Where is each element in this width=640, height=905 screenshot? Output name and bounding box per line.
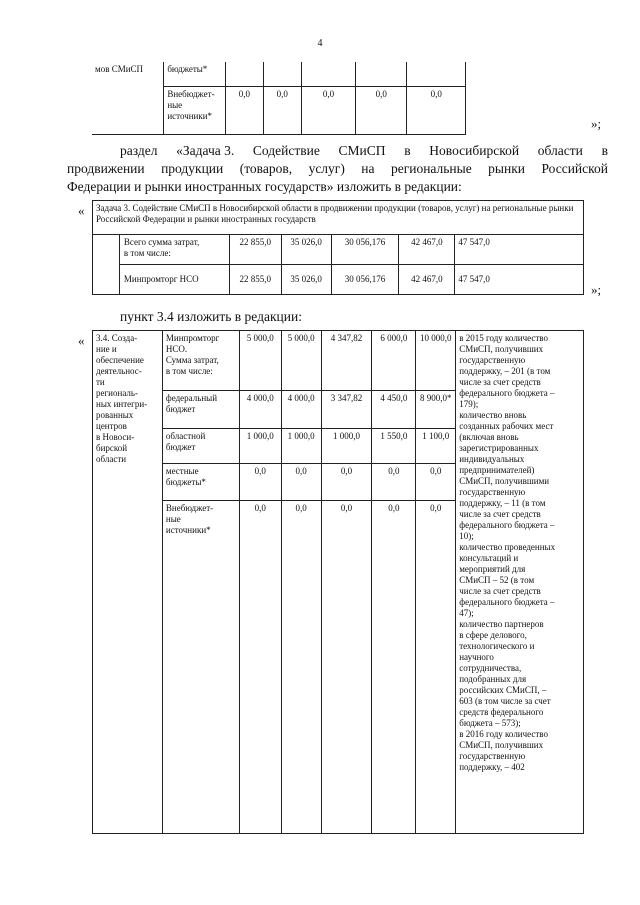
top-table-cell: 0,0: [356, 86, 407, 134]
close-quote: »;: [591, 282, 602, 297]
p34-label: местные бюджеты*: [162, 464, 239, 501]
p34-cell: 1 100,0: [416, 429, 456, 464]
top-table-cell: [263, 62, 301, 86]
task3-cell: 42 467,0: [399, 235, 455, 265]
task3-cell: 35 026,0: [281, 265, 331, 295]
point-paragraph: пункт 3.4 изложить в редакции:: [120, 309, 302, 324]
results-cell: в 2015 году количество СМиСП, получивших государственную поддержку, – 201 (в том числе за счет средств федерального бюджета – 179); количество вновь созданных рабочих мест (включая вновь зарегистрированных индивидуальных предпринимателей) СМиСП, получившими государственную поддержку, – 11 (в том числе за счет средств федерального бюджета – 10); количество проведенных консультаций и мероприятий для СМиСП – 52 (в том числе за счет средств федерального бюджета – 47); количество партнеров в сфере делового, технологического и научного сотрудничества, подобранных для российских СМиСП, – 603 (в том числе за счет средств федерального бюджета – 573); в 2016 году количество СМиСП, получивших государственную поддержку, – 402: [456, 331, 584, 834]
task3-cell: 47 547,0: [455, 265, 584, 295]
task3-header: Задача 3. Содействие СМиСП в Новосибирской области в продвижении продукции (товаров, услуг) на региональные рынки Российской Федерации и рынки иностранных государств: [93, 201, 584, 235]
p34-cell: 10 000,0: [416, 331, 456, 391]
task3-cell: 30 056,176: [331, 265, 399, 295]
section-paragraph-line2: продвижении продукции (товаров, услуг) на региональные рынки Российской: [67, 161, 608, 176]
p34-cell: 0,0: [281, 464, 321, 501]
top-table-cell: мов СМиСП: [92, 62, 164, 134]
p34-cell: 0,0: [416, 501, 456, 834]
top-table-cell: [225, 62, 263, 86]
word: «Задача 3.: [176, 143, 235, 158]
top-table-cell: [301, 62, 355, 86]
p34-cell: 0,0: [372, 464, 416, 501]
p34-cell: 0,0: [239, 464, 281, 501]
p34-cell: 4 000,0: [281, 391, 321, 429]
p34-cell: 5 000,0: [239, 331, 281, 391]
p34-cell: 0,0: [321, 501, 372, 834]
p34-label: федеральный бюджет: [162, 391, 239, 429]
task3-cell: 22 855,0: [229, 265, 281, 295]
task3-table: [92, 200, 584, 295]
top-table-cell: 0,0: [263, 86, 301, 134]
open-quote: «: [78, 333, 85, 348]
top-table: [92, 62, 466, 135]
p34-cell: 1 000,0: [321, 429, 372, 464]
task3-cell: 22 855,0: [229, 235, 281, 265]
task3-cell: [93, 235, 120, 295]
word: в: [404, 143, 411, 158]
p34-cell: 0,0: [239, 501, 281, 834]
task3-cell: 47 547,0: [455, 235, 584, 265]
top-table-cell: 0,0: [225, 86, 263, 134]
p34-cell: 8 900,0*: [416, 391, 456, 429]
task3-cell: 30 056,176: [331, 235, 399, 265]
p34-cell: 1 000,0: [281, 429, 321, 464]
p34-cell: 5 000,0: [281, 331, 321, 391]
p34-cell: 0,0: [321, 464, 372, 501]
word: Новосибирской: [429, 143, 520, 158]
top-table-cell: бюджеты*: [164, 62, 226, 86]
task3-label: Минпромторг НСО: [119, 265, 229, 295]
p34-cell: 3 347,82: [321, 391, 372, 429]
close-quote: »;: [591, 116, 602, 131]
p34-cell: 1 550,0: [372, 429, 416, 464]
top-table-cell: [356, 62, 407, 86]
top-table-cell: Внебюджет- ные источники*: [164, 86, 226, 134]
p34-cell: 4 000,0: [239, 391, 281, 429]
p34-label: Минпромторг НСО. Сумма затрат, в том числе:: [162, 331, 239, 391]
word: Содействие: [252, 143, 320, 158]
open-quote: «: [78, 203, 85, 218]
word: раздел: [120, 143, 158, 158]
activity-cell: 3.4. Созда- ние и обеспечение деятельнос- ти региональ- ных интегри- рованных центров в Новоси- бирской области: [93, 331, 163, 834]
p34-cell: 0,0: [281, 501, 321, 834]
p34-cell: 4 347,82: [321, 331, 372, 391]
p34-cell: 6 000,0: [372, 331, 416, 391]
task3-cell: 42 467,0: [399, 265, 455, 295]
p34-label: областной бюджет: [162, 429, 239, 464]
task3-cell: 35 026,0: [281, 235, 331, 265]
p34-table: [92, 330, 584, 834]
section-paragraph-line3: Федерации и рынки иностранных государств» изложить в редакции:: [67, 179, 462, 194]
p34-cell: 1 000,0: [239, 429, 281, 464]
task3-label: Всего сумма затрат, в том числе:: [119, 235, 229, 265]
section-paragraph-line1: [120, 142, 608, 159]
p34-cell: 0,0: [416, 464, 456, 501]
word: в: [601, 143, 608, 158]
p34-label: Внебюджет- ные источники*: [162, 501, 239, 834]
p34-cell: 0,0: [372, 501, 416, 834]
p34-cell: 4 450,0: [372, 391, 416, 429]
word: области: [537, 143, 583, 158]
top-table-cell: 0,0: [301, 86, 355, 134]
page-number: 4: [317, 38, 323, 49]
top-table-cell: 0,0: [407, 86, 466, 134]
top-table-cell: [407, 62, 466, 86]
word: СМиСП: [338, 143, 386, 158]
